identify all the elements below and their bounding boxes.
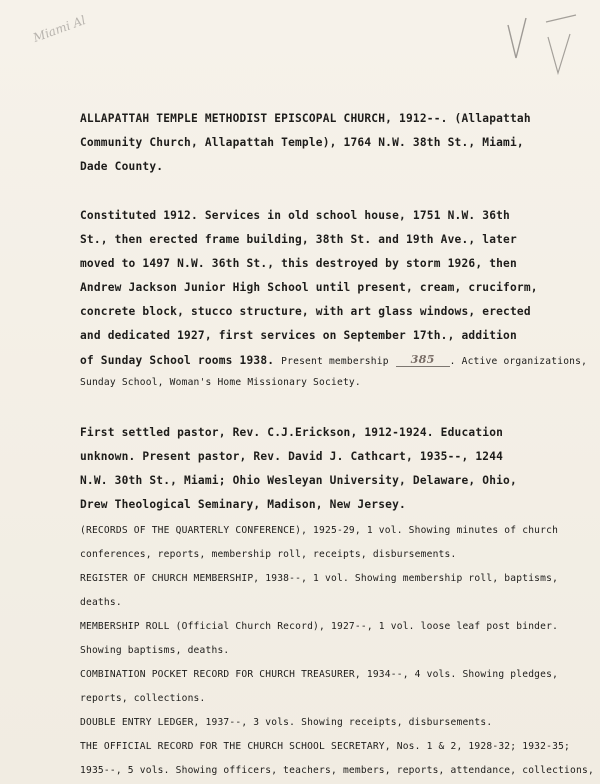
membership-line-after: . Active organizations, [449, 356, 588, 367]
paragraph-3-line-1: First settled pastor, Rev. C.J.Erickson, 1912-1924. Education [80, 426, 504, 439]
paragraph-2-line-3: moved to 1497 N.W. 36th St., this destroyed by storm 1926, then [80, 257, 517, 270]
paragraph-1-line-1: ALLAPATTAH TEMPLE METHODIST EPISCOPAL CHURCH, 1912--. (Allapattah [80, 112, 531, 125]
paragraph-2-end: Sunday School, Woman's Home Missionary Society. [80, 377, 361, 388]
present-membership-label: Present membership [281, 356, 389, 367]
paragraph-3-line-2: unknown. Present pastor, Rev. David J. Cathcart, 1935--, 1244 [80, 450, 504, 463]
record-line-7: COMBINATION POCKET RECORD FOR CHURCH TREASURER, 1934--, 4 vols. Showing pledges, [80, 669, 559, 680]
paragraph-2-line-2: St., then erected frame building, 38th St. and 19th Ave., later [80, 233, 517, 246]
record-line-5: MEMBERSHIP ROLL (Official Church Record), 1927--, 1 vol. loose leaf post binder. [80, 621, 559, 632]
record-line-11: 1935--, 5 vols. Showing officers, teachers, members, reports, attendance, collections, [80, 765, 594, 776]
paragraph-2-line-5: concrete block, stucco structure, with art glass windows, erected [80, 305, 531, 318]
record-line-8: reports, collections. [80, 693, 206, 704]
record-line-9: DOUBLE ENTRY LEDGER, 1937--, 3 vols. Showing receipts, disbursements. [80, 717, 493, 728]
paragraph-2-line-6: and dedicated 1927, first services on September 17th., addition [80, 329, 517, 342]
paragraph-2-line-1: Constituted 1912. Services in old school house, 1751 N.W. 36th [80, 209, 510, 222]
membership-line-before: of Sunday School rooms 1938. [80, 354, 275, 367]
record-line-3: REGISTER OF CHURCH MEMBERSHIP, 1938--, 1 vol. Showing membership roll, baptisms, [80, 573, 559, 584]
paragraph-2-line-4: Andrew Jackson Junior High School until present, cream, cruciform, [80, 281, 538, 294]
paragraph-3-line-3: N.W. 30th St., Miami; Ohio Wesleyan University, Delaware, Ohio, [80, 474, 517, 487]
membership-handwritten-value: 385 [396, 352, 450, 367]
paragraph-1-line-2: Community Church, Allapattah Temple), 1764 N.W. 38th St., Miami, [80, 136, 524, 149]
record-line-4: deaths. [80, 597, 122, 608]
pencil-checkmarks-icon [488, 10, 588, 90]
record-line-10: THE OFFICIAL RECORD FOR THE CHURCH SCHOOL SECRETARY, Nos. 1 & 2, 1928-32; 1932-35; [80, 741, 571, 752]
handwritten-note: Miami Al [31, 13, 88, 45]
record-line-2: conferences, reports, membership roll, receipts, disbursements. [80, 549, 457, 560]
paragraph-1-line-3: Dade County. [80, 160, 164, 173]
membership-line [80, 353, 587, 368]
record-line-1: (RECORDS OF THE QUARTERLY CONFERENCE), 1925-29, 1 vol. Showing minutes of church [80, 525, 559, 536]
record-line-6: Showing baptisms, deaths. [80, 645, 230, 656]
paragraph-3-line-4: Drew Theological Seminary, Madison, New Jersey. [80, 498, 406, 511]
